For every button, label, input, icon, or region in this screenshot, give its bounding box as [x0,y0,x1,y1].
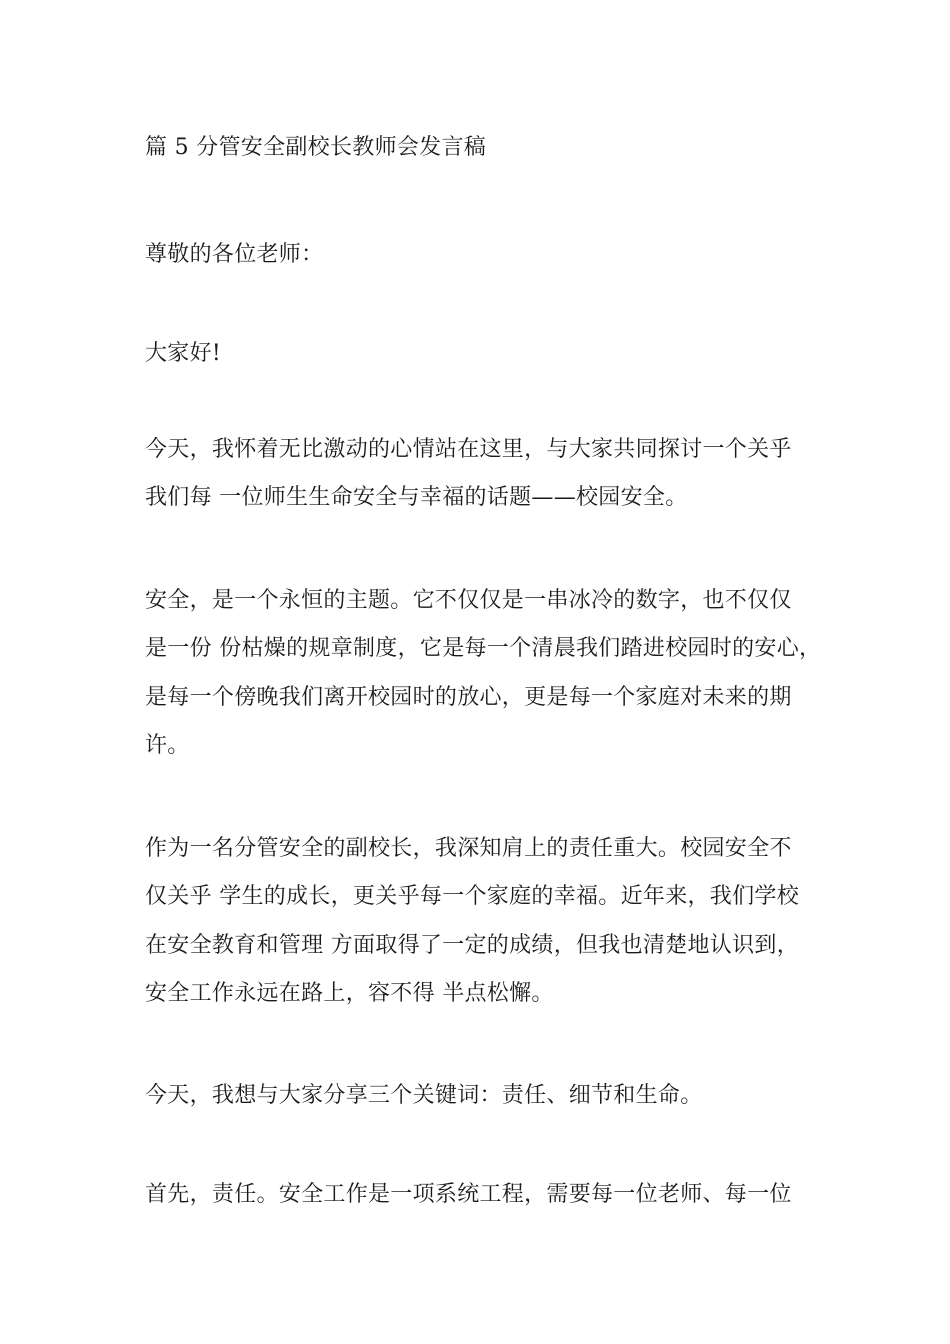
paragraph-line: 是每一个傍晚我们离开校园时的放心，更是每一个家庭对未来的期 [145,685,792,710]
paragraph-line: 今天，我想与大家分享三个关键词：责任、细节和生命。 [145,1083,703,1108]
greeting-line: 尊敬的各位老师： [145,242,324,267]
paragraph-line: 在安全教育和管理 方面取得了一定的成绩，但我也清楚地认识到， [145,933,799,958]
salutation-line: 大家好! [145,341,222,366]
paragraph-line: 是一份 份枯燥的规章制度，它是每一个清晨我们踏进校园时的安心， [145,636,822,661]
paragraph-line: 许。 [145,733,190,758]
paragraph-line: 我们每 一位师生生命安全与幸福的话题——校园安全。 [145,485,688,510]
paragraph-line: 仅关乎 学生的成长，更关乎每一个家庭的幸福。近年来，我们学校 [145,884,799,909]
paragraph-line: 今天，我怀着无比激动的心情站在这里，与大家共同探讨一个关乎 [145,437,792,462]
paragraph-line: 安全，是一个永恒的主题。它不仅仅是一串冰冷的数字，也不仅仅 [145,588,792,613]
paragraph-line: 作为一名分管安全的副校长，我深知肩上的责任重大。校园安全不 [145,836,792,861]
paragraph-line: 安全工作永远在路上，容不得 半点松懈。 [145,981,554,1006]
paragraph-line: 首先，责任。安全工作是一项系统工程，需要每一位老师、每一位 [145,1182,792,1207]
document-title: 篇 5 分管安全副校长教师会发言稿 [145,135,487,160]
